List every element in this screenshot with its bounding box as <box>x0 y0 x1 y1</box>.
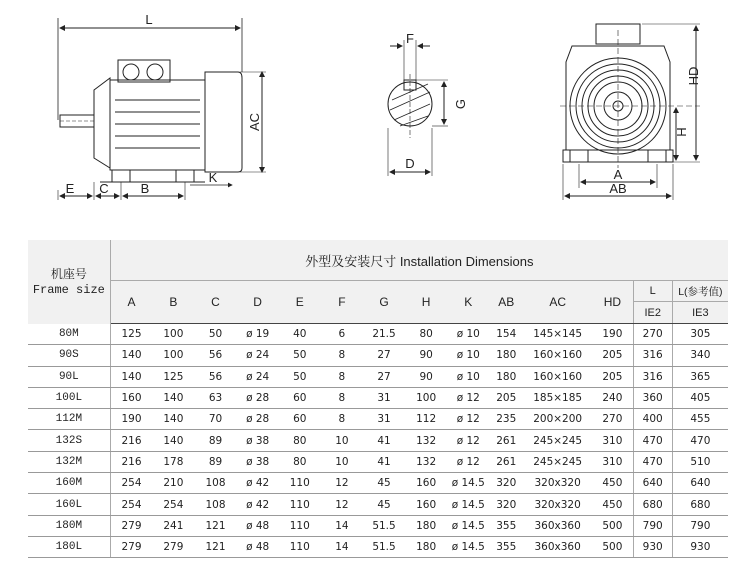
dimension-cell-E: 40 <box>279 324 321 345</box>
length-ie2-cell: 316 <box>633 366 672 387</box>
dimension-cell-AC: 320x320 <box>523 473 592 494</box>
dimension-cell-D: ø 28 <box>237 387 279 408</box>
dimension-cell-HD: 450 <box>592 473 633 494</box>
length-ie3-cell: 930 <box>672 536 728 557</box>
frame-size-cell: 90L <box>28 366 110 387</box>
dimension-cell-HD: 240 <box>592 387 633 408</box>
dimension-cell-G: 41 <box>363 451 405 472</box>
dimension-cell-E: 110 <box>279 494 321 515</box>
frame-size-header-en: Frame size <box>32 282 105 297</box>
dimension-cell-E: 110 <box>279 473 321 494</box>
table-row <box>28 324 728 345</box>
dimension-cell-K: ø 14.5 <box>447 536 489 557</box>
dimension-cell-F: 14 <box>321 536 363 557</box>
dimension-cell-AC: 160×160 <box>523 366 592 387</box>
dimension-cell-B: 140 <box>152 430 194 451</box>
length-ie3-cell: 305 <box>672 324 728 345</box>
length-ie3-cell: 680 <box>672 494 728 515</box>
dimension-cell-K: ø 10 <box>447 345 489 366</box>
length-ie2-cell: 790 <box>633 515 672 536</box>
dimension-cell-D: ø 24 <box>237 345 279 366</box>
dimension-cell-AC: 360x360 <box>523 515 592 536</box>
dimension-cell-G: 51.5 <box>363 515 405 536</box>
length-ie2-cell: 470 <box>633 430 672 451</box>
col-header-HD: HD <box>592 281 633 324</box>
dimension-cell-AC: 160×160 <box>523 345 592 366</box>
dimension-cell-D: ø 48 <box>237 536 279 557</box>
dimension-cell-AB: 180 <box>489 345 523 366</box>
table-row <box>28 345 728 366</box>
dimension-cell-G: 27 <box>363 345 405 366</box>
dimension-cell-G: 21.5 <box>363 324 405 345</box>
dimension-cell-D: ø 28 <box>237 409 279 430</box>
drawings-svg <box>0 0 745 228</box>
table-row <box>28 515 728 536</box>
label-G: G <box>453 98 468 110</box>
dimension-cell-E: 110 <box>279 536 321 557</box>
dimension-cell-H: 160 <box>405 494 447 515</box>
col-header-H: H <box>405 281 447 324</box>
label-AC: AC <box>247 112 262 132</box>
length-ie3-cell: 640 <box>672 473 728 494</box>
length-ie3-cell: 790 <box>672 515 728 536</box>
dimension-cell-A: 140 <box>110 366 152 387</box>
label-AB: AB <box>609 181 627 196</box>
dimension-cell-B: 100 <box>152 324 194 345</box>
dimension-cell-HD: 310 <box>592 430 633 451</box>
table-row <box>28 473 728 494</box>
frame-size-header <box>28 240 110 324</box>
dimension-cell-C: 89 <box>194 430 236 451</box>
dimension-cell-C: 108 <box>194 494 236 515</box>
col-header-AC: AC <box>523 281 592 324</box>
dimension-cell-AB: 154 <box>489 324 523 345</box>
dimension-cell-A: 125 <box>110 324 152 345</box>
dimension-cell-H: 80 <box>405 324 447 345</box>
dimension-cell-HD: 190 <box>592 324 633 345</box>
label-A: A <box>613 167 623 182</box>
label-K: K <box>208 170 218 185</box>
frame-size-cell: 132M <box>28 451 110 472</box>
frame-size-cell: 160M <box>28 473 110 494</box>
dimension-cell-C: 108 <box>194 473 236 494</box>
dimension-cell-AB: 261 <box>489 430 523 451</box>
dimension-cell-A: 140 <box>110 345 152 366</box>
dimension-cell-B: 178 <box>152 451 194 472</box>
length-ie2-cell: 270 <box>633 324 672 345</box>
dimension-cell-C: 70 <box>194 409 236 430</box>
dimension-cell-K: ø 12 <box>447 451 489 472</box>
dimension-cell-D: ø 38 <box>237 451 279 472</box>
dimension-cell-HD: 205 <box>592 345 633 366</box>
col-header-E: E <box>279 281 321 324</box>
dimension-cell-AC: 245×245 <box>523 430 592 451</box>
table-row <box>28 451 728 472</box>
dimension-cell-K: ø 14.5 <box>447 473 489 494</box>
dimension-cell-A: 190 <box>110 409 152 430</box>
dimension-cell-C: 121 <box>194 536 236 557</box>
dimension-cell-B: 140 <box>152 409 194 430</box>
dimension-cell-C: 56 <box>194 366 236 387</box>
col-header-IE2: IE2 <box>633 302 672 324</box>
frame-size-cell: 180M <box>28 515 110 536</box>
dimension-cell-D: ø 19 <box>237 324 279 345</box>
length-ie3-cell: 365 <box>672 366 728 387</box>
dimension-cell-G: 27 <box>363 366 405 387</box>
dimension-cell-AB: 320 <box>489 473 523 494</box>
length-ie3-cell: 510 <box>672 451 728 472</box>
dimension-cell-H: 180 <box>405 515 447 536</box>
dimension-cell-HD: 450 <box>592 494 633 515</box>
dimension-cell-AB: 355 <box>489 515 523 536</box>
length-ie2-cell: 930 <box>633 536 672 557</box>
dimension-cell-H: 90 <box>405 345 447 366</box>
dimension-cell-E: 50 <box>279 366 321 387</box>
dimension-cell-F: 10 <box>321 430 363 451</box>
dimension-cell-F: 12 <box>321 494 363 515</box>
side-view <box>58 18 266 200</box>
dimension-cell-D: ø 38 <box>237 430 279 451</box>
installation-dimensions-table <box>28 240 728 558</box>
dimension-cell-D: ø 42 <box>237 473 279 494</box>
dimension-cell-C: 121 <box>194 515 236 536</box>
table-row <box>28 430 728 451</box>
dimension-cell-K: ø 12 <box>447 387 489 408</box>
col-header-C: C <box>194 281 236 324</box>
front-view <box>560 24 700 200</box>
dimension-cell-K: ø 10 <box>447 366 489 387</box>
table-row <box>28 409 728 430</box>
dimension-cell-AC: 145×145 <box>523 324 592 345</box>
frame-size-cell: 180L <box>28 536 110 557</box>
dimension-cell-A: 254 <box>110 494 152 515</box>
label-F: F <box>406 31 414 46</box>
frame-size-cell: 100L <box>28 387 110 408</box>
dimension-cell-A: 216 <box>110 430 152 451</box>
dimension-cell-K: ø 14.5 <box>447 515 489 536</box>
dimension-cell-D: ø 42 <box>237 494 279 515</box>
dimension-cell-C: 63 <box>194 387 236 408</box>
dimension-cell-E: 80 <box>279 430 321 451</box>
shaft-view <box>388 40 448 176</box>
dimension-cell-C: 89 <box>194 451 236 472</box>
dimension-cell-A: 279 <box>110 515 152 536</box>
dimension-cell-B: 241 <box>152 515 194 536</box>
table-body <box>28 324 728 558</box>
length-ie2-cell: 470 <box>633 451 672 472</box>
dimension-cell-AB: 355 <box>489 536 523 557</box>
label-HD: HD <box>686 66 701 86</box>
dimension-cell-G: 31 <box>363 387 405 408</box>
frame-size-cell: 80M <box>28 324 110 345</box>
dimension-cell-HD: 270 <box>592 409 633 430</box>
frame-size-cell: 132S <box>28 430 110 451</box>
length-ie2-cell: 680 <box>633 494 672 515</box>
dimension-cell-F: 6 <box>321 324 363 345</box>
col-header-F: F <box>321 281 363 324</box>
table-row <box>28 387 728 408</box>
dimension-cell-B: 140 <box>152 387 194 408</box>
col-header-IE3: IE3 <box>672 302 728 324</box>
dimension-cell-B: 210 <box>152 473 194 494</box>
col-header-A: A <box>110 281 152 324</box>
dimension-cell-C: 50 <box>194 324 236 345</box>
dimension-cell-AC: 245×245 <box>523 451 592 472</box>
dimension-cell-D: ø 24 <box>237 366 279 387</box>
frame-size-header-cn: 机座号 <box>50 266 87 281</box>
col-header-K: K <box>447 281 489 324</box>
dimension-cell-H: 180 <box>405 536 447 557</box>
dimension-cell-E: 60 <box>279 387 321 408</box>
table-row <box>28 366 728 387</box>
frame-size-cell: 90S <box>28 345 110 366</box>
dimension-cell-A: 160 <box>110 387 152 408</box>
installation-dimensions-header: 外型及安装尺寸 Installation Dimensions <box>110 240 728 281</box>
col-header-D: D <box>237 281 279 324</box>
dimension-cell-E: 60 <box>279 409 321 430</box>
dimension-cell-AB: 261 <box>489 451 523 472</box>
dimension-cell-AB: 205 <box>489 387 523 408</box>
dimension-cell-AB: 235 <box>489 409 523 430</box>
length-ie3-cell: 470 <box>672 430 728 451</box>
label-C: C <box>99 181 109 196</box>
length-ie2-cell: 400 <box>633 409 672 430</box>
dimension-cell-D: ø 48 <box>237 515 279 536</box>
length-ie2-cell: 316 <box>633 345 672 366</box>
dimension-cell-F: 8 <box>321 387 363 408</box>
dimension-cell-H: 90 <box>405 366 447 387</box>
table-row <box>28 536 728 557</box>
dimension-cell-E: 80 <box>279 451 321 472</box>
col-header-G: G <box>363 281 405 324</box>
dimension-cell-K: ø 14.5 <box>447 494 489 515</box>
dimension-cell-B: 254 <box>152 494 194 515</box>
dimension-cell-H: 160 <box>405 473 447 494</box>
label-D: D <box>405 156 415 171</box>
dimension-cell-C: 56 <box>194 345 236 366</box>
dimension-cell-F: 8 <box>321 345 363 366</box>
dimension-cell-F: 8 <box>321 409 363 430</box>
col-header-L-ref: L(参考值) <box>672 281 728 302</box>
label-B: B <box>140 181 150 196</box>
dimension-cell-A: 279 <box>110 536 152 557</box>
dimension-drawings <box>0 0 745 228</box>
col-header-B: B <box>152 281 194 324</box>
length-ie3-cell: 405 <box>672 387 728 408</box>
length-ie3-cell: 340 <box>672 345 728 366</box>
dimension-cell-H: 100 <box>405 387 447 408</box>
dimension-cell-H: 112 <box>405 409 447 430</box>
dimension-cell-G: 31 <box>363 409 405 430</box>
dimension-cell-K: ø 12 <box>447 430 489 451</box>
dimension-cell-F: 14 <box>321 515 363 536</box>
dimension-cell-A: 216 <box>110 451 152 472</box>
frame-size-cell: 112M <box>28 409 110 430</box>
label-L: L <box>145 12 153 27</box>
dimension-cell-B: 279 <box>152 536 194 557</box>
length-ie2-cell: 640 <box>633 473 672 494</box>
label-H: H <box>674 127 689 137</box>
dimension-cell-H: 132 <box>405 451 447 472</box>
dimension-cell-F: 8 <box>321 366 363 387</box>
dimension-cell-E: 50 <box>279 345 321 366</box>
dimension-cell-G: 51.5 <box>363 536 405 557</box>
dimension-cell-AB: 320 <box>489 494 523 515</box>
length-ie2-cell: 360 <box>633 387 672 408</box>
dimension-cell-AC: 200×200 <box>523 409 592 430</box>
dimension-cell-K: ø 12 <box>447 409 489 430</box>
dimension-cell-AC: 320x320 <box>523 494 592 515</box>
dimension-cell-B: 125 <box>152 366 194 387</box>
dimension-cell-G: 41 <box>363 430 405 451</box>
dimension-cell-HD: 310 <box>592 451 633 472</box>
frame-size-cell: 160L <box>28 494 110 515</box>
dimension-cell-AC: 185×185 <box>523 387 592 408</box>
dimension-cell-AC: 360x360 <box>523 536 592 557</box>
dimension-cell-HD: 500 <box>592 536 633 557</box>
dimension-cell-HD: 500 <box>592 515 633 536</box>
dimension-cell-F: 10 <box>321 451 363 472</box>
dimension-cell-HD: 205 <box>592 366 633 387</box>
dimension-cell-F: 12 <box>321 473 363 494</box>
dimension-cell-G: 45 <box>363 494 405 515</box>
col-header-AB: AB <box>489 281 523 324</box>
dimension-cell-AB: 180 <box>489 366 523 387</box>
label-E: E <box>65 181 75 196</box>
dimension-cell-K: ø 10 <box>447 324 489 345</box>
table-row <box>28 494 728 515</box>
dimension-cell-B: 100 <box>152 345 194 366</box>
dimension-cell-H: 132 <box>405 430 447 451</box>
col-header-L: L <box>633 281 672 302</box>
dimension-cell-E: 110 <box>279 515 321 536</box>
dimension-cell-G: 45 <box>363 473 405 494</box>
length-ie3-cell: 455 <box>672 409 728 430</box>
dimension-cell-A: 254 <box>110 473 152 494</box>
